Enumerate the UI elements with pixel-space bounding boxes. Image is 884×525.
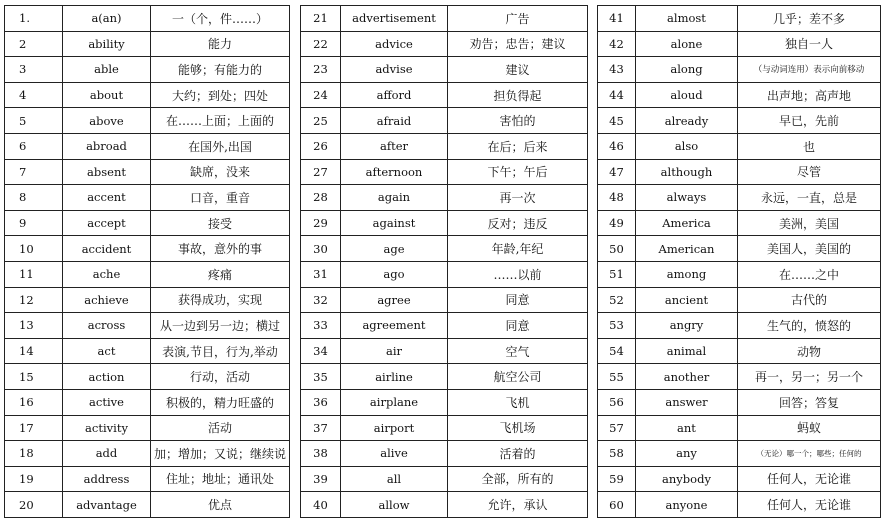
english-word: after (341, 133, 448, 159)
chinese-meaning: 几乎；差不多 (738, 6, 881, 32)
english-word: advise (341, 57, 448, 83)
english-word: afford (341, 82, 448, 108)
english-word: achieve (63, 287, 151, 313)
row-number: 24 (301, 82, 341, 108)
word-row (5, 313, 290, 339)
word-row (5, 492, 290, 518)
chinese-meaning: 美国人，美国的 (738, 236, 881, 262)
chinese-meaning: 同意 (448, 287, 588, 313)
chinese-meaning: 事故，意外的事 (151, 236, 290, 262)
word-row (301, 415, 588, 441)
english-word: among (636, 261, 738, 287)
row-number: 29 (301, 210, 341, 236)
word-row (301, 364, 588, 390)
word-row (301, 441, 588, 467)
chinese-meaning: 接受 (151, 210, 290, 236)
row-number: 8 (5, 185, 63, 211)
chinese-meaning: 回答；答复 (738, 389, 881, 415)
english-word: about (63, 82, 151, 108)
row-number: 12 (5, 287, 63, 313)
chinese-meaning: 担负得起 (448, 82, 588, 108)
word-row (5, 108, 290, 134)
chinese-meaning: 再一次 (448, 185, 588, 211)
row-number: 59 (598, 466, 636, 492)
row-number: 3 (5, 57, 63, 83)
word-row (5, 415, 290, 441)
row-number: 13 (5, 313, 63, 339)
word-row (5, 57, 290, 83)
chinese-meaning: 动物 (738, 338, 881, 364)
english-word: ache (63, 261, 151, 287)
word-row (598, 441, 881, 467)
word-row (301, 185, 588, 211)
english-word: anybody (636, 466, 738, 492)
row-number: 21 (301, 6, 341, 32)
word-row (598, 57, 881, 83)
row-number: 25 (301, 108, 341, 134)
chinese-meaning: 允许，承认 (448, 492, 588, 518)
row-number: 53 (598, 313, 636, 339)
chinese-meaning: 口音，重音 (151, 185, 290, 211)
english-word: activity (63, 415, 151, 441)
english-word: advertisement (341, 6, 448, 32)
row-number: 28 (301, 185, 341, 211)
word-row (301, 159, 588, 185)
row-number: 35 (301, 364, 341, 390)
word-row (598, 185, 881, 211)
row-number: 19 (5, 466, 63, 492)
english-word: active (63, 389, 151, 415)
row-number: 5 (5, 108, 63, 134)
row-number: 20 (5, 492, 63, 518)
chinese-meaning: 能够；有能力的 (151, 57, 290, 83)
word-row (5, 210, 290, 236)
word-row (5, 389, 290, 415)
word-row (598, 210, 881, 236)
word-row (598, 133, 881, 159)
chinese-meaning: 古代的 (738, 287, 881, 313)
row-number: 40 (301, 492, 341, 518)
english-word: air (341, 338, 448, 364)
chinese-meaning: 在……之中 (738, 261, 881, 287)
word-row (301, 389, 588, 415)
chinese-meaning: 在后；后来 (448, 133, 588, 159)
chinese-meaning: 永远，一直，总是 (738, 185, 881, 211)
english-word: anyone (636, 492, 738, 518)
row-number: 44 (598, 82, 636, 108)
word-row (5, 159, 290, 185)
english-word: against (341, 210, 448, 236)
row-number: 31 (301, 261, 341, 287)
word-row (301, 108, 588, 134)
row-number: 27 (301, 159, 341, 185)
chinese-meaning: 美洲，美国 (738, 210, 881, 236)
word-row (598, 287, 881, 313)
english-word: ago (341, 261, 448, 287)
chinese-meaning: 获得成功，实现 (151, 287, 290, 313)
word-row (598, 82, 881, 108)
chinese-meaning: 建议 (448, 57, 588, 83)
english-word: ability (63, 31, 151, 57)
row-number: 15 (5, 364, 63, 390)
english-word: agreement (341, 313, 448, 339)
row-number: 7 (5, 159, 63, 185)
chinese-meaning: 能力 (151, 31, 290, 57)
english-word: airplane (341, 389, 448, 415)
chinese-meaning: 年龄,年纪 (448, 236, 588, 262)
word-row (301, 466, 588, 492)
chinese-meaning: 任何人，无论谁 (738, 466, 881, 492)
row-number: 51 (598, 261, 636, 287)
word-row (301, 313, 588, 339)
row-number: 57 (598, 415, 636, 441)
word-row (301, 31, 588, 57)
chinese-meaning: 从一边到另一边；横过 (151, 313, 290, 339)
row-number: 47 (598, 159, 636, 185)
english-word: able (63, 57, 151, 83)
english-word: again (341, 185, 448, 211)
english-word: airport (341, 415, 448, 441)
chinese-meaning: 大约；到处；四处 (151, 82, 290, 108)
chinese-meaning: 独自一人 (738, 31, 881, 57)
word-row (301, 210, 588, 236)
chinese-meaning: 优点 (151, 492, 290, 518)
english-word: act (63, 338, 151, 364)
row-number: 16 (5, 389, 63, 415)
word-row (301, 236, 588, 262)
chinese-meaning: 反对；违反 (448, 210, 588, 236)
chinese-meaning: 蚂蚁 (738, 415, 881, 441)
chinese-meaning: 一（个，件……） (151, 6, 290, 32)
row-number: 26 (301, 133, 341, 159)
row-number: 9 (5, 210, 63, 236)
chinese-meaning: 表演,节目，行为,举动 (151, 338, 290, 364)
word-row (598, 313, 881, 339)
chinese-meaning: 航空公司 (448, 364, 588, 390)
word-row (5, 338, 290, 364)
english-word: alone (636, 31, 738, 57)
chinese-meaning: （与动词连用）表示向前移动 (738, 57, 881, 83)
word-row (598, 108, 881, 134)
english-word: angry (636, 313, 738, 339)
word-row (5, 261, 290, 287)
word-row (301, 6, 588, 32)
word-row (301, 492, 588, 518)
english-word: along (636, 57, 738, 83)
chinese-meaning: 飞机 (448, 389, 588, 415)
english-word: advice (341, 31, 448, 57)
english-word: although (636, 159, 738, 185)
row-number: 4 (5, 82, 63, 108)
english-word: animal (636, 338, 738, 364)
word-row (301, 57, 588, 83)
chinese-meaning: 加；增加；又说；继续说 (151, 441, 290, 467)
row-number: 36 (301, 389, 341, 415)
word-row (5, 287, 290, 313)
row-number: 38 (301, 441, 341, 467)
english-word: ancient (636, 287, 738, 313)
vocab-table-3 (597, 5, 881, 518)
row-number: 58 (598, 441, 636, 467)
row-number: 11 (5, 261, 63, 287)
chinese-meaning: （无论）哪一个；哪些；任何的 (738, 441, 881, 467)
word-row (5, 185, 290, 211)
english-word: aloud (636, 82, 738, 108)
chinese-meaning: 劝告；忠告；建议 (448, 31, 588, 57)
english-word: agree (341, 287, 448, 313)
row-number: 22 (301, 31, 341, 57)
chinese-meaning: 尽管 (738, 159, 881, 185)
row-number: 18 (5, 441, 63, 467)
english-word: another (636, 364, 738, 390)
word-row (598, 261, 881, 287)
english-word: add (63, 441, 151, 467)
english-word: afternoon (341, 159, 448, 185)
chinese-meaning: 行动，活动 (151, 364, 290, 390)
row-number: 49 (598, 210, 636, 236)
row-number: 39 (301, 466, 341, 492)
english-word: American (636, 236, 738, 262)
word-row (301, 287, 588, 313)
row-number: 48 (598, 185, 636, 211)
english-word: advantage (63, 492, 151, 518)
word-row (598, 466, 881, 492)
row-number: 1. (5, 6, 63, 32)
english-word: ant (636, 415, 738, 441)
chinese-meaning: 也 (738, 133, 881, 159)
word-row (5, 236, 290, 262)
chinese-meaning: 早已，先前 (738, 108, 881, 134)
row-number: 55 (598, 364, 636, 390)
chinese-meaning: 缺席，没来 (151, 159, 290, 185)
english-word: accept (63, 210, 151, 236)
english-word: any (636, 441, 738, 467)
word-row (598, 364, 881, 390)
row-number: 10 (5, 236, 63, 262)
english-word: also (636, 133, 738, 159)
chinese-meaning: 活着的 (448, 441, 588, 467)
row-number: 17 (5, 415, 63, 441)
row-number: 30 (301, 236, 341, 262)
word-row (598, 492, 881, 518)
word-row (301, 82, 588, 108)
row-number: 46 (598, 133, 636, 159)
row-number: 45 (598, 108, 636, 134)
english-word: almost (636, 6, 738, 32)
word-row (598, 338, 881, 364)
row-number: 52 (598, 287, 636, 313)
row-number: 32 (301, 287, 341, 313)
vocab-table-1 (4, 5, 290, 518)
word-row (5, 6, 290, 32)
chinese-meaning: 下午；午后 (448, 159, 588, 185)
row-number: 33 (301, 313, 341, 339)
row-number: 56 (598, 389, 636, 415)
english-word: action (63, 364, 151, 390)
word-row (598, 415, 881, 441)
english-word: afraid (341, 108, 448, 134)
english-word: always (636, 185, 738, 211)
english-word: age (341, 236, 448, 262)
chinese-meaning: 全部，所有的 (448, 466, 588, 492)
word-row (598, 159, 881, 185)
english-word: alive (341, 441, 448, 467)
word-row (301, 338, 588, 364)
english-word: absent (63, 159, 151, 185)
word-row (598, 236, 881, 262)
english-word: already (636, 108, 738, 134)
chinese-meaning: 疼痛 (151, 261, 290, 287)
english-word: America (636, 210, 738, 236)
chinese-meaning: 出声地；高声地 (738, 82, 881, 108)
word-row (598, 389, 881, 415)
chinese-meaning: 在国外,出国 (151, 133, 290, 159)
row-number: 43 (598, 57, 636, 83)
row-number: 34 (301, 338, 341, 364)
chinese-meaning: 活动 (151, 415, 290, 441)
chinese-meaning: 害怕的 (448, 108, 588, 134)
chinese-meaning: ……以前 (448, 261, 588, 287)
english-word: allow (341, 492, 448, 518)
word-row (301, 133, 588, 159)
chinese-meaning: 再一，另一；另一个 (738, 364, 881, 390)
row-number: 2 (5, 31, 63, 57)
english-word: across (63, 313, 151, 339)
word-row (5, 364, 290, 390)
chinese-meaning: 住址；地址；通讯处 (151, 466, 290, 492)
row-number: 42 (598, 31, 636, 57)
chinese-meaning: 任何人，无论谁 (738, 492, 881, 518)
word-row (5, 441, 290, 467)
chinese-meaning: 广告 (448, 6, 588, 32)
english-word: answer (636, 389, 738, 415)
english-word: accident (63, 236, 151, 262)
row-number: 50 (598, 236, 636, 262)
chinese-meaning: 飞机场 (448, 415, 588, 441)
chinese-meaning: 积极的，精力旺盛的 (151, 389, 290, 415)
row-number: 41 (598, 6, 636, 32)
english-word: all (341, 466, 448, 492)
word-row (5, 31, 290, 57)
word-row (598, 6, 881, 32)
word-row (5, 133, 290, 159)
row-number: 37 (301, 415, 341, 441)
english-word: address (63, 466, 151, 492)
english-word: above (63, 108, 151, 134)
row-number: 60 (598, 492, 636, 518)
chinese-meaning: 空气 (448, 338, 588, 364)
english-word: accent (63, 185, 151, 211)
word-row (5, 82, 290, 108)
word-row (5, 466, 290, 492)
vocab-table-2 (300, 5, 588, 518)
word-row (598, 31, 881, 57)
chinese-meaning: 生气的，愤怒的 (738, 313, 881, 339)
row-number: 14 (5, 338, 63, 364)
english-word: a(an) (63, 6, 151, 32)
english-word: airline (341, 364, 448, 390)
chinese-meaning: 在……上面；上面的 (151, 108, 290, 134)
english-word: abroad (63, 133, 151, 159)
row-number: 6 (5, 133, 63, 159)
word-row (301, 261, 588, 287)
chinese-meaning: 同意 (448, 313, 588, 339)
row-number: 23 (301, 57, 341, 83)
row-number: 54 (598, 338, 636, 364)
